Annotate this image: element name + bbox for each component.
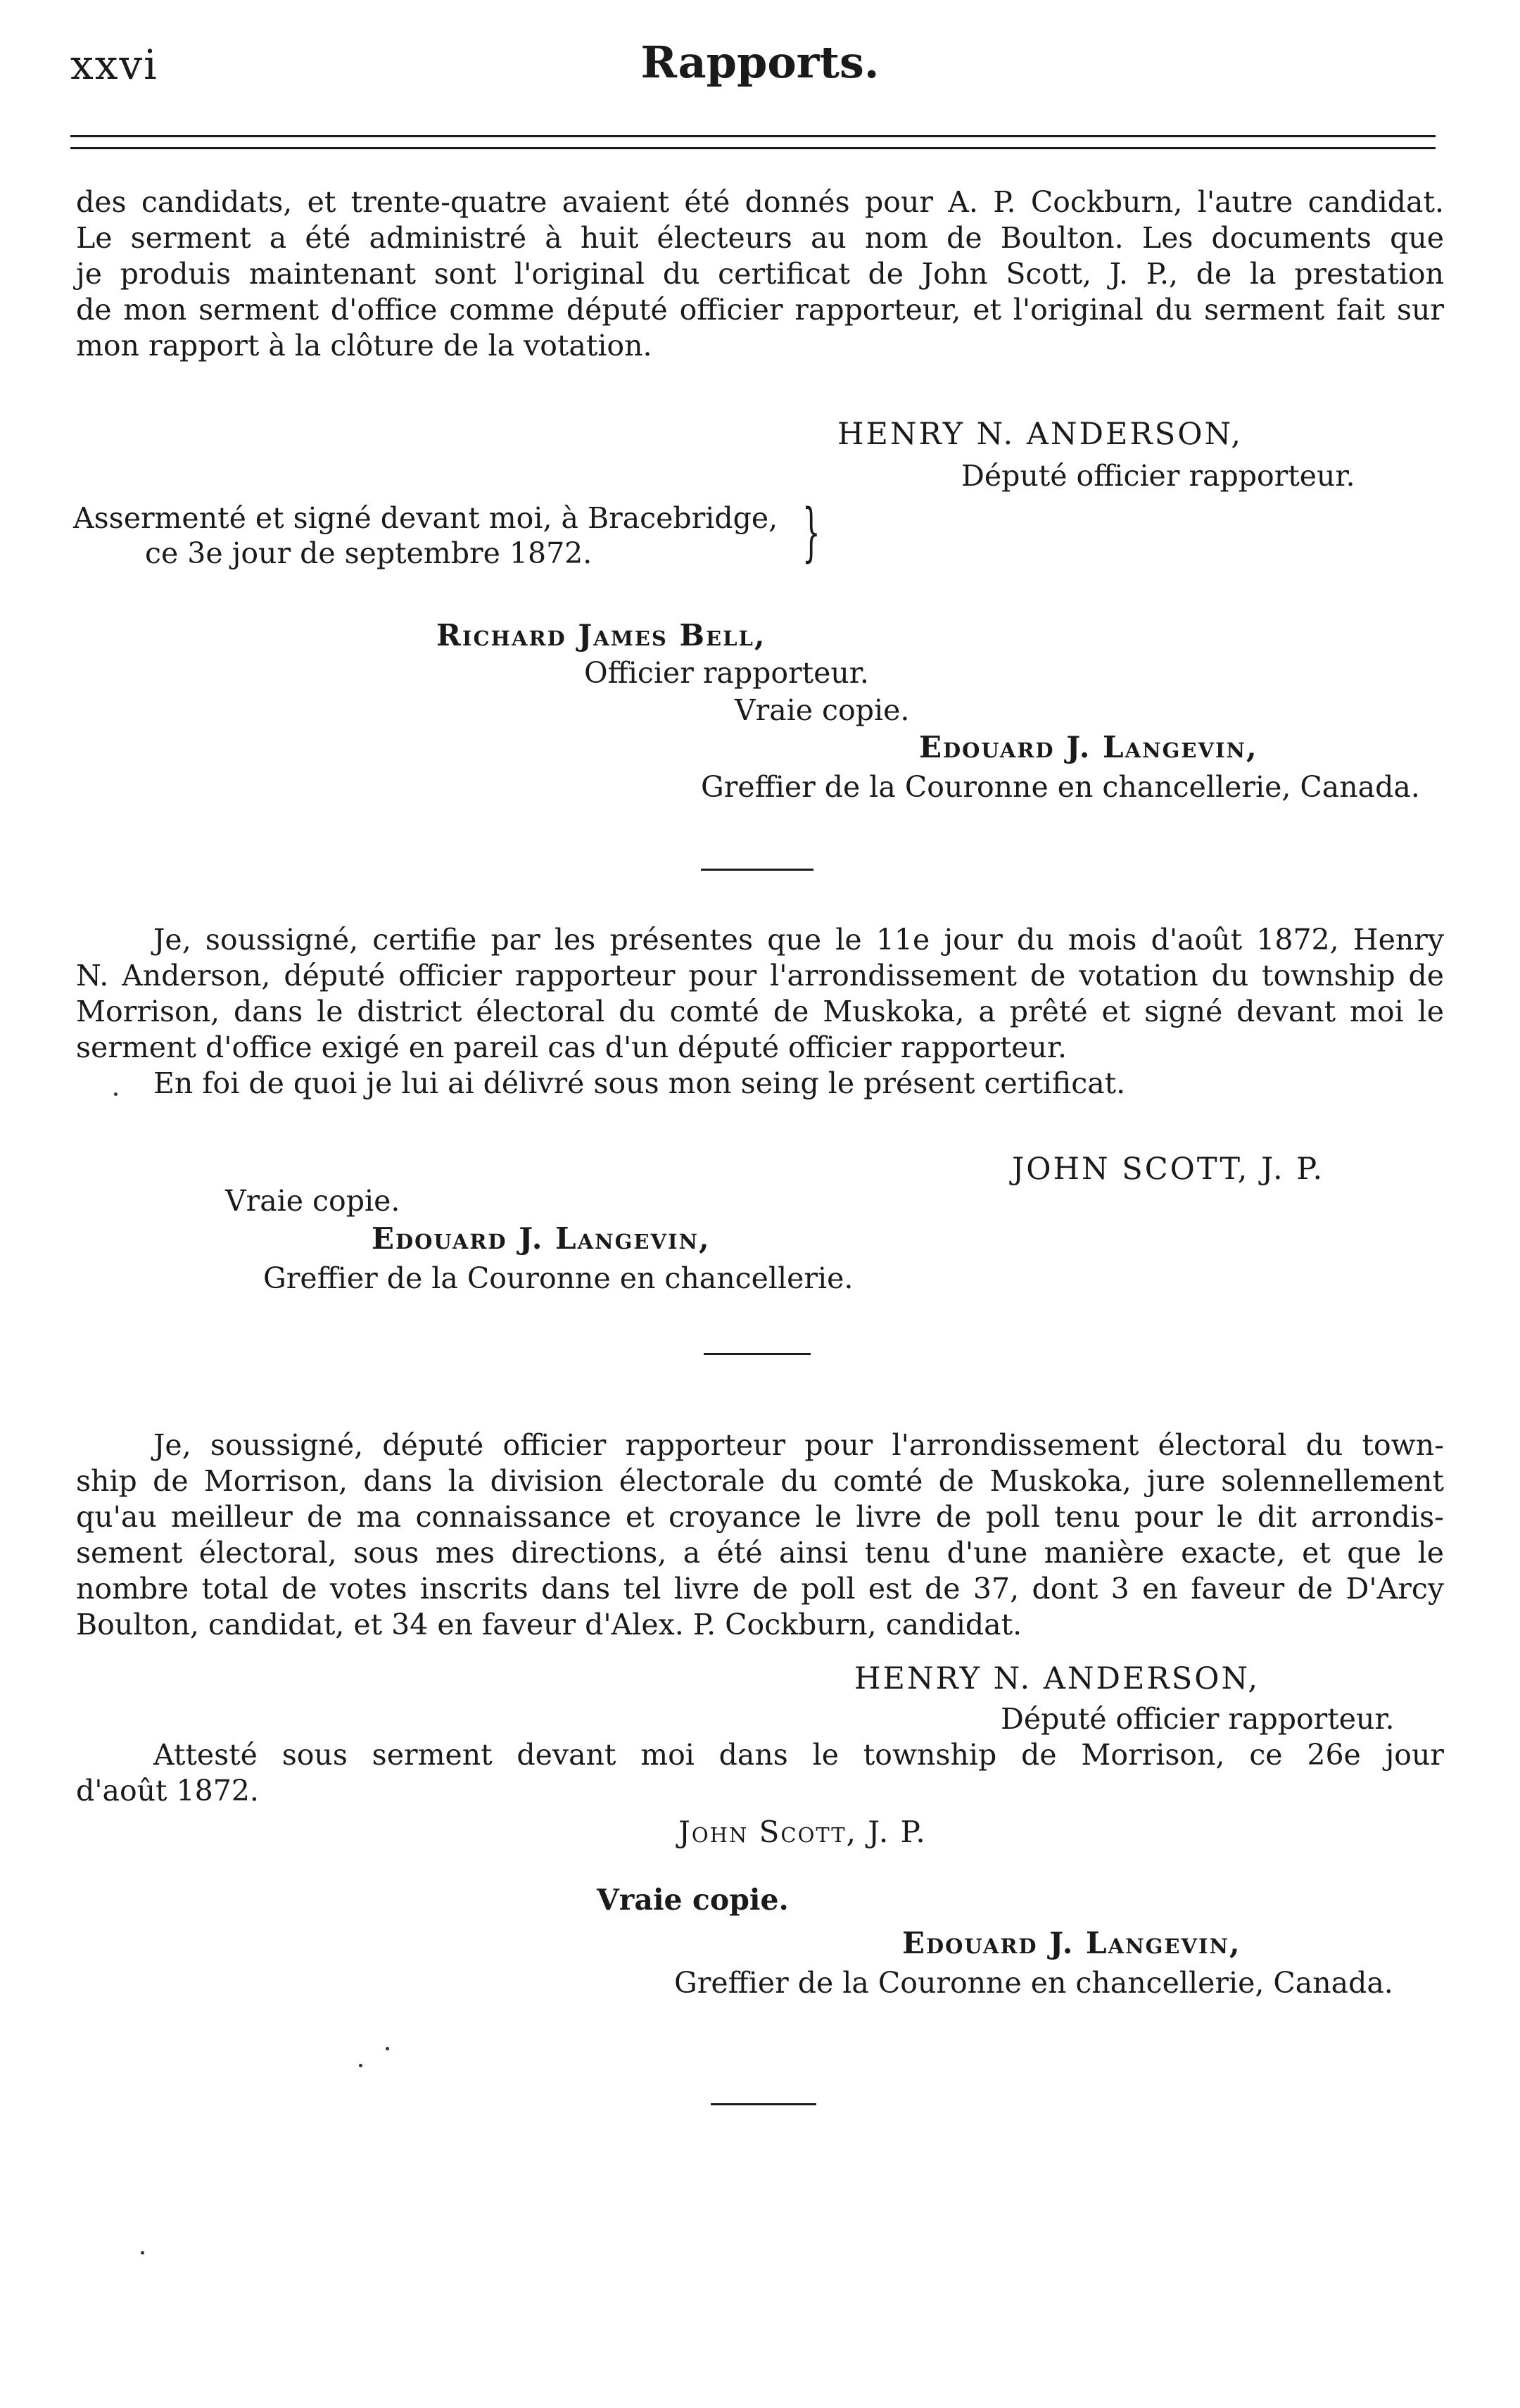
attest-block: [76, 1737, 1444, 1809]
paragraph-2-line-4: serment d'office exigé en pareil cas d'un député officier rapporteur.: [76, 1030, 1067, 1064]
signature-anderson-1-role: Député officier rapporteur.: [961, 459, 1355, 493]
section-divider-1: [701, 869, 813, 871]
paragraph-3-line-5: nombre total de votes inscrits dans tel livre de poll est de 37, dont 3 en faveur de D'Arcy: [76, 1572, 1444, 1606]
copy-1-label: Vraie copie.: [735, 693, 910, 727]
signature-bell: Richard James Bell,: [436, 618, 766, 653]
paragraph-1-line-3: je produis maintenant sont l'original du certificat de John Scott, J. P., de la prestation: [76, 257, 1444, 291]
print-speck: [359, 2064, 362, 2067]
paragraph-1-line-5: mon rapport à la clôture de la votation.: [76, 329, 652, 363]
sworn-line-1: Assermenté et signé devant moi, à Bracebridge,: [73, 501, 778, 535]
signature-bell-role: Officier rapporteur.: [584, 656, 869, 690]
paragraph-3-line-2: ship de Morrison, dans la division électorale du comté de Muskoka, jure solennellement: [76, 1464, 1444, 1498]
signature-scott-1: JOHN SCOTT, J. P.: [1012, 1152, 1325, 1187]
copy-1-name: Edouard J. Langevin,: [919, 730, 1258, 764]
page-title: Rapports.: [640, 37, 880, 88]
paragraph-3: [76, 1427, 1444, 1643]
copy-3-role: Greffier de la Couronne en chancellerie, Canada.: [674, 1966, 1393, 2000]
signature-anderson-1: HENRY N. ANDERSON,: [837, 417, 1243, 452]
section-divider-2: [704, 1353, 811, 1355]
sworn-line-2: ce 3e jour de septembre 1872.: [145, 536, 593, 570]
paragraph-2-line-2: N. Anderson, député officier rapporteur pour l'arrondissement de votation du township de: [76, 959, 1444, 992]
print-speck: [386, 2047, 389, 2050]
paragraph-3-line-3: qu'au meilleur de ma connaissance et croyance le livre de poll tenu pour le dit arrondis-: [76, 1500, 1444, 1534]
print-speck: [114, 1092, 118, 1096]
paragraph-2-closing: En foi de quoi je lui ai délivré sous mon seing le présent certificat.: [153, 1066, 1126, 1100]
paragraph-3-line-4: sement électoral, sous mes directions, a été ainsi tenu d'une manière exacte, et que le: [76, 1536, 1444, 1570]
copy-2-name: Edouard J. Langevin,: [372, 1221, 711, 1256]
paragraph-3-line-1: Je, soussigné, député officier rapporteur pour l'arrondissement électoral du town-: [153, 1428, 1444, 1462]
paragraph-1-line-4: de mon serment d'office comme député officier rapporteur, et l'original du serment fait sur: [76, 293, 1444, 327]
copy-2-role: Greffier de la Couronne en chancellerie.: [263, 1261, 854, 1295]
paragraph-1-line-2: Le serment a été administré à huit électeurs au nom de Boulton. Les documents que: [76, 221, 1444, 255]
paragraph-3-line-6: Boulton, candidat, et 34 en faveur d'Alex. P. Cockburn, candidat.: [76, 1608, 1022, 1641]
signature-scott-2: John Scott, J. P.: [678, 1815, 927, 1849]
signature-anderson-2-role: Député officier rapporteur.: [1001, 1702, 1395, 1736]
copy-3-name: Edouard J. Langevin,: [902, 1926, 1241, 1960]
copy-3-label: Vraie copie.: [597, 1883, 789, 1917]
brace-icon: }: [802, 496, 821, 569]
attest-line-1: Attesté sous serment devant moi dans le township de Morrison, ce 26e jour: [153, 1738, 1444, 1772]
paragraph-1: [76, 184, 1444, 364]
copy-2-label: Vraie copie.: [225, 1184, 400, 1218]
page-number: xxvi: [70, 41, 158, 89]
paragraph-1-line-1: des candidats, et trente-quatre avaient été donnés pour A. P. Cockburn, l'autre candidat.: [76, 185, 1444, 219]
attest-line-2: d'août 1872.: [76, 1774, 259, 1808]
paragraph-2-line-3: Morrison, dans le district électoral du comté de Muskoka, a prêté et signé devant moi le: [76, 995, 1444, 1028]
signature-anderson-2: HENRY N. ANDERSON,: [854, 1661, 1260, 1696]
copy-1-role: Greffier de la Couronne en chancellerie, Canada.: [701, 770, 1420, 804]
section-divider-3: [711, 2103, 816, 2105]
header-rule: [70, 135, 1436, 149]
paragraph-2-line-1: Je, soussigné, certifie par les présentes que le 11e jour du mois d'août 1872, Henry: [153, 923, 1444, 957]
print-speck: [141, 2251, 144, 2255]
paragraph-2: [76, 922, 1444, 1102]
